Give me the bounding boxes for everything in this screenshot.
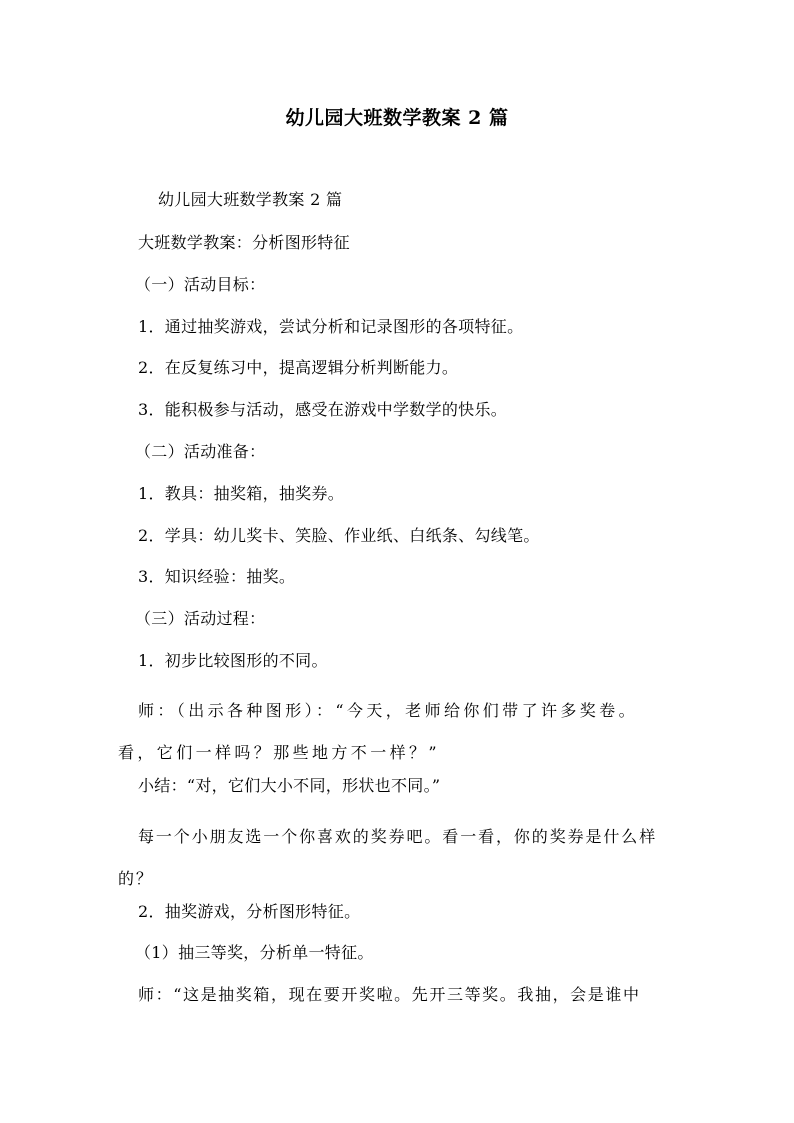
- paragraph-teacher-2: 师：“这是抽奖箱，现在要开奖啦。先开三等奖。我抽，会是谁中: [138, 985, 641, 1004]
- list-item-goal-2: 2．在反复练习中，提高逻辑分析判断能力。: [138, 358, 459, 377]
- heading-third-prize: （1）抽三等奖，分析单一特征。: [135, 943, 374, 962]
- list-item-process-1: 1．初步比较图形的不同。: [138, 651, 328, 670]
- heading-goals: （一）活动目标：: [135, 275, 266, 294]
- list-item-prep-2: 2．学具：幼儿奖卡、笑脸、作业纸、白纸条、勾线笔。: [138, 526, 540, 545]
- paragraph-subtitle: 幼儿园大班数学教案 2 篇: [158, 190, 343, 209]
- document-title: 幼儿园大班数学教案 2 篇: [285, 107, 509, 129]
- list-item-goal-1: 1．通过抽奖游戏，尝试分析和记录图形的各项特征。: [138, 317, 524, 336]
- list-item-process-2: 2．抽奖游戏，分析图形特征。: [138, 902, 361, 921]
- paragraph-summary: 小结：“对，它们大小不同，形状也不同。”: [138, 776, 441, 795]
- list-item-goal-3: 3．能积极参与活动，感受在游戏中学数学的快乐。: [138, 400, 508, 419]
- heading-preparation: （二）活动准备：: [135, 442, 266, 461]
- list-item-prep-1: 1．教具：抽奖箱，抽奖券。: [138, 484, 345, 503]
- list-item-prep-3: 3．知识经验：抽奖。: [138, 567, 296, 586]
- paragraph-pick-ticket: 每一个小朋友选一个你喜欢的奖券吧。看一看，你的奖券是什么样的？: [118, 827, 658, 888]
- paragraph-section-title: 大班数学教案：分析图形特征: [138, 233, 350, 252]
- paragraph-teacher-1: 师：（出示各种图形）：“今天，老师给你们带了许多奖卷。看，它们一样吗？那些地方不一样？”: [118, 701, 638, 762]
- heading-process: （三）活动过程：: [135, 609, 266, 628]
